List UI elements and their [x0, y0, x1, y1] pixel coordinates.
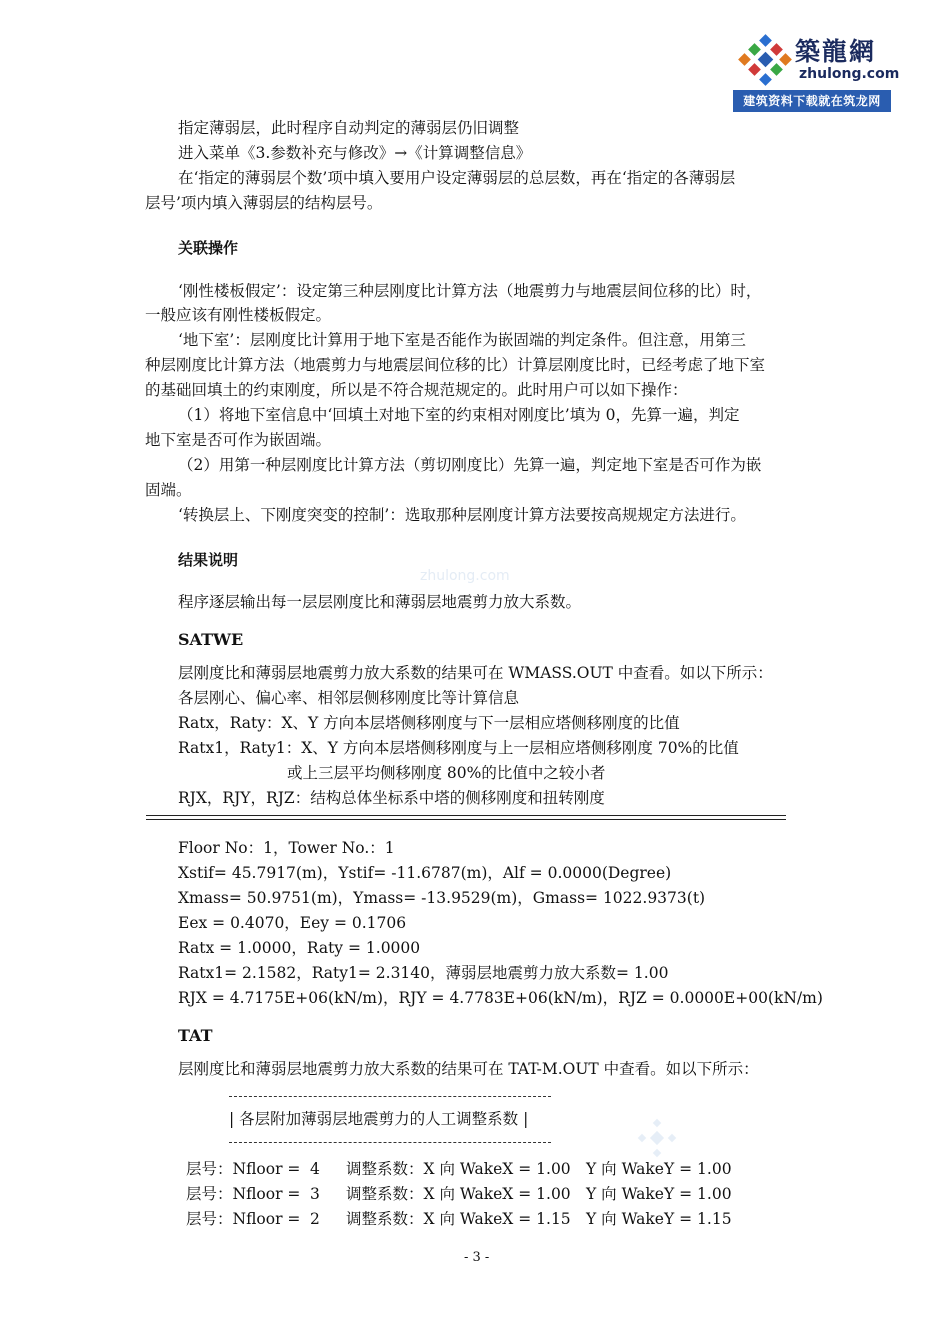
- tat-row-adj-y: Y 向 WakeY = 1.00: [586, 1185, 732, 1203]
- snowflake-logo-icon: [737, 34, 793, 86]
- watermark-text: zhulong.com: [420, 568, 510, 584]
- para-line: ‘刚性楼板假定’：设定第三种层刚度比计算方法（地震剪力与地震层间位移的比）时，: [178, 282, 762, 300]
- tat-row-floor: 4: [310, 1160, 320, 1178]
- para-line: 在‘指定的薄弱层个数’项中填入要用户设定薄弱层的总层数，再在‘指定的各薄弱层: [178, 169, 736, 187]
- dashed-rule: [229, 1142, 551, 1143]
- dashed-rule: [229, 1096, 551, 1097]
- para-line: 各层刚心、偏心率、相邻层侧移刚度比等计算信息: [178, 689, 520, 707]
- tat-row-floor: 2: [310, 1210, 320, 1228]
- para-line: ‘地下室’：层刚度比计算用于地下室是否能作为嵌固端的判定条件。但注意，用第三: [178, 331, 746, 349]
- para-line: Ratx1，Raty1：X、Y 方向本层塔侧移刚度与上一层相应塔侧移刚度 70%的比值: [178, 739, 739, 757]
- tat-row-adj-y: Y 向 WakeY = 1.15: [586, 1210, 732, 1228]
- data-line: RJX = 4.7175E+06(kN/m)，RJY = 4.7783E+06(kN/m)，RJZ = 0.0000E+00(kN/m): [178, 989, 823, 1007]
- data-line: Ratx = 1.0000，Raty = 1.0000: [178, 939, 421, 957]
- zhulong-logo: [733, 30, 900, 112]
- para-line: 指定薄弱层，此时程序自动判定的薄弱层仍旧调整: [178, 119, 520, 137]
- data-line: Ratx1= 2.1582，Raty1= 2.3140，薄弱层地震剪力放大系数= 1.00: [178, 964, 669, 982]
- para-line: （1）将地下室信息中‘回填土对地下室的约束相对刚度比’填为 0，先算一遍，判定: [178, 406, 740, 424]
- snowflake-watermark-icon: [637, 1118, 677, 1158]
- logo-top: [733, 30, 900, 88]
- section-heading-related: 关联操作: [178, 239, 239, 257]
- para-line: 一般应该有刚性楼板假定。: [145, 306, 332, 324]
- section-heading-result: 结果说明: [178, 551, 239, 569]
- page-number: - 3 -: [464, 1250, 490, 1265]
- tat-row-adj-x: 调整系数：X 向 WakeX = 1.15: [346, 1210, 571, 1228]
- para-line: RJX，RJY，RJZ：结构总体坐标系中塔的侧移刚度和扭转刚度: [178, 789, 605, 807]
- section-heading-satwe: SATWE: [178, 630, 244, 649]
- logo-url-text: zhulong.com: [799, 66, 900, 82]
- data-line: Floor No：1，Tower No.：1: [178, 839, 395, 857]
- para-line: Ratx，Raty：X、Y 方向本层塔侧移刚度与下一层相应塔侧移刚度的比值: [178, 714, 680, 732]
- para-line: 地下室是否可作为嵌固端。: [145, 431, 332, 449]
- tat-row-floor: 3: [310, 1185, 320, 1203]
- logo-chinese-text: 築龍網: [795, 37, 877, 66]
- section-heading-tat: TAT: [178, 1026, 213, 1045]
- data-line: Xmass= 50.9751(m)，Ymass= -13.9529(m)，Gmass= 1022.9373(t): [178, 889, 706, 907]
- tat-row-adj-x: 调整系数：X 向 WakeX = 1.00: [346, 1185, 571, 1203]
- para-line: 层号’项内填入薄弱层的结构层号。: [145, 194, 383, 212]
- data-line: Eex = 0.4070，Eey = 0.1706: [178, 914, 407, 932]
- tat-row-label: 层号：Nfloor =: [186, 1185, 301, 1203]
- tat-row-label: 层号：Nfloor =: [186, 1210, 301, 1228]
- para-line: 固端。: [145, 481, 192, 499]
- para-line: （2）用第一种层刚度比计算方法（剪切刚度比）先算一遍，判定地下室是否可作为嵌: [178, 456, 762, 474]
- para-line: 种层刚度比计算方法（地震剪力与地震层间位移的比）计算层刚度比时，已经考虑了地下室: [145, 356, 766, 374]
- tat-row-adj-y: Y 向 WakeY = 1.00: [586, 1160, 732, 1178]
- para-line: 进入菜单《3.参数补充与修改》→《计算调整信息》: [178, 144, 532, 162]
- para-line: ‘转换层上、下刚度突变的控制’：选取那种层刚度计算方法要按高规规定方法进行。: [178, 506, 746, 524]
- tat-box-title: | 各层附加薄弱层地震剪力的人工调整系数 |: [229, 1110, 529, 1128]
- tat-row-label: 层号：Nfloor =: [186, 1160, 301, 1178]
- tat-row-adj-x: 调整系数：X 向 WakeX = 1.00: [346, 1160, 571, 1178]
- para-line: 层刚度比和薄弱层地震剪力放大系数的结果可在 WMASS.OUT 中查看。如以下所示：: [178, 664, 773, 682]
- data-line: Xstif= 45.7917(m)，Ystif= -11.6787(m)，Alf = 0.0000(Degree): [178, 864, 672, 882]
- double-rule-divider: [146, 815, 786, 820]
- para-line: 的基础回填土的约束刚度，所以是不符合规范规定的。此时用户可以如下操作：: [145, 381, 688, 399]
- para-line: 层刚度比和薄弱层地震剪力放大系数的结果可在 TAT-M.OUT 中查看。如以下所示：: [178, 1060, 759, 1078]
- para-line: 程序逐层输出每一层层刚度比和薄弱层地震剪力放大系数。: [178, 593, 582, 611]
- para-line: 或上三层平均侧移刚度 80%的比值中之较小者: [287, 764, 606, 782]
- logo-slogan-band: 建筑资料下载就在筑龙网: [733, 90, 891, 112]
